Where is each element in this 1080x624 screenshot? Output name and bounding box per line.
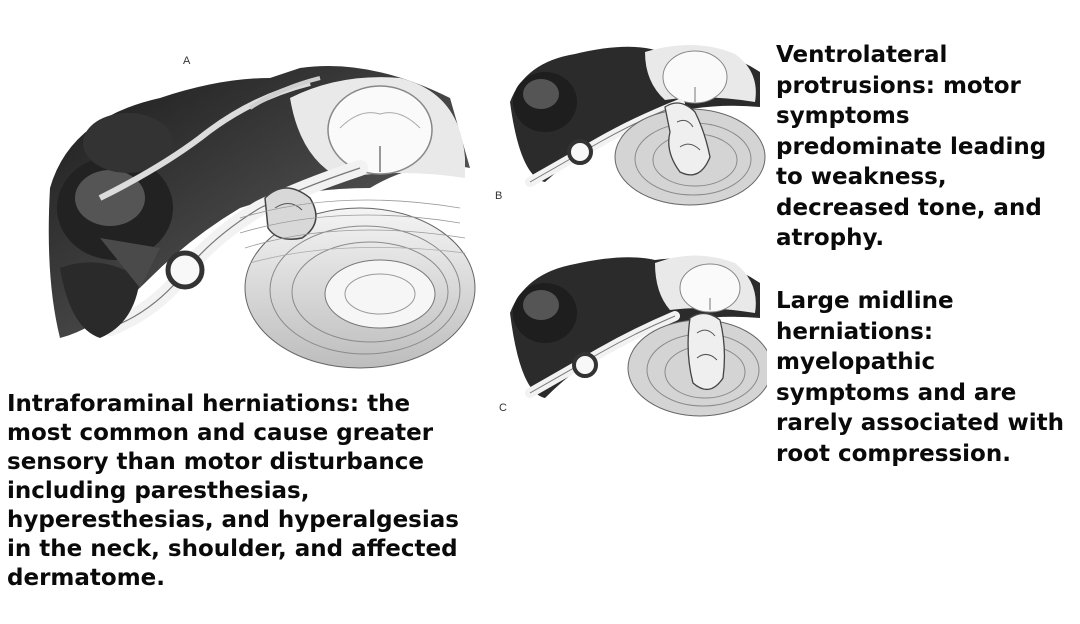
panel-letter-c: C — [499, 402, 508, 414]
caption-intraforaminal-herniations: Intraforaminal herniations: the most common and cause greater sensory than motor disturbance including paresthesias, hyperesthesias, and hyperalgesias in the neck, shoulder, and affected dermatome. — [7, 391, 459, 591]
panel-letter-b: B — [495, 190, 503, 202]
panel-letter-a: A — [183, 55, 191, 67]
illustration-midline-herniation — [505, 238, 767, 423]
caption-ventrolateral-protrusions: Ventrolateral protrusions: motor symptoms predominate leading to weakness, decreased tone, and atrophy. — [776, 42, 1047, 251]
illustration-c-drawing — [505, 238, 767, 423]
caption-midline-herniations: Large midline herniations: myelopathic symptoms and are rarely associated with root compression. — [776, 288, 1064, 467]
illustration-a-drawing — [40, 38, 480, 383]
illustration-ventrolateral-protrusion — [505, 32, 767, 210]
illustration-b-drawing — [505, 32, 767, 210]
illustration-intraforaminal-herniation — [40, 38, 480, 383]
